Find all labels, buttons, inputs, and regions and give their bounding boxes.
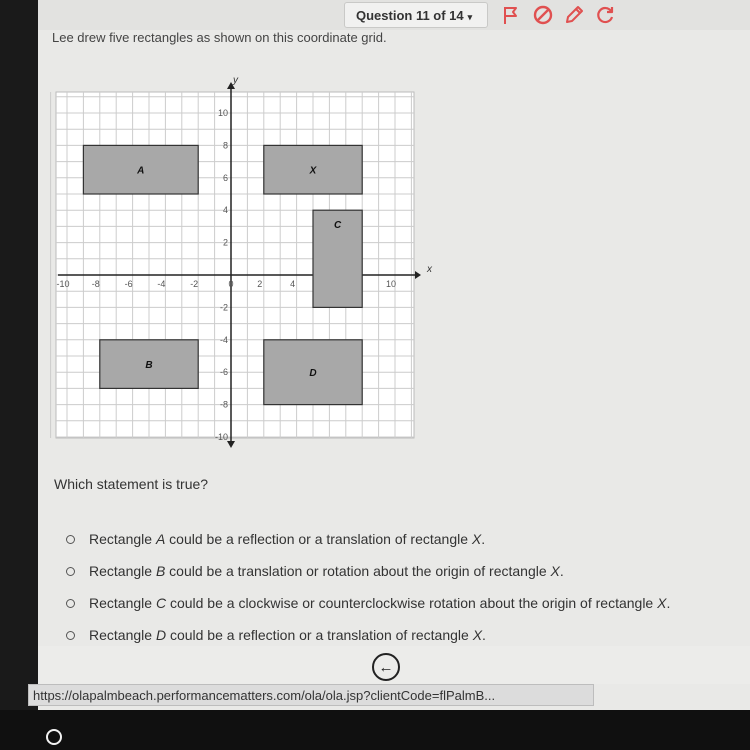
arrow-left-icon: ← xyxy=(378,658,394,676)
option-rectangle-letter: D xyxy=(155,627,167,643)
x-tick-label: -6 xyxy=(124,279,133,289)
x-tick-label: 10 xyxy=(385,279,397,289)
option-target-letter: X xyxy=(471,531,482,547)
x-tick-label: 0 xyxy=(228,279,234,289)
option-text: could be a reflection or a translation of rectangle xyxy=(165,531,472,547)
refresh-icon[interactable] xyxy=(594,4,616,26)
coordinate-grid xyxy=(40,70,440,450)
x-tick-label: -8 xyxy=(91,279,100,289)
option-text: Rectangle xyxy=(89,595,156,611)
y-tick-label: 8 xyxy=(222,140,228,151)
y-tick-label: 10 xyxy=(217,108,228,118)
y-tick-label: -8 xyxy=(219,399,228,410)
x-tick-label: 4 xyxy=(290,279,296,289)
option-text: could be a clockwise or counterclockwise rotation about the origin of rectangle xyxy=(166,595,658,611)
option-rectangle-letter: A xyxy=(155,531,166,547)
x-axis-label: x xyxy=(427,264,432,275)
x-tick-label: -4 xyxy=(157,279,166,289)
os-taskbar xyxy=(0,710,750,750)
y-tick-label: 6 xyxy=(222,172,228,183)
back-button[interactable] xyxy=(372,653,400,681)
option-text: . xyxy=(482,627,486,643)
option-target-letter: X xyxy=(657,595,667,611)
option-text: . xyxy=(559,563,564,579)
radio-button[interactable] xyxy=(66,631,75,640)
prompt-text: Lee drew five rectangles as shown on this coordinate grid. xyxy=(52,30,387,45)
start-circle-icon[interactable] xyxy=(46,729,62,745)
y-tick-label: 4 xyxy=(222,205,228,216)
answer-option[interactable] xyxy=(66,560,564,582)
question-text: Which statement is true? xyxy=(54,476,209,492)
option-text: Rectangle xyxy=(89,563,156,579)
rectangle-label: D xyxy=(309,368,317,380)
y-tick-label: -10 xyxy=(214,432,228,442)
radio-button[interactable] xyxy=(66,599,75,608)
y-axis-label: y xyxy=(233,75,238,86)
rectangle-label: B xyxy=(145,360,153,372)
flag-icon[interactable] xyxy=(500,4,522,26)
option-target-letter: X xyxy=(472,627,483,643)
y-tick-label: -4 xyxy=(219,334,228,345)
option-target-letter: X xyxy=(550,563,560,579)
option-text: . xyxy=(666,595,671,611)
question-selector[interactable] xyxy=(344,2,488,28)
rectangle-label: A xyxy=(137,165,145,177)
radio-button[interactable] xyxy=(66,535,75,544)
chevron-down-icon: ▾ xyxy=(467,12,473,22)
option-text: . xyxy=(481,531,486,547)
rectangle-label: X xyxy=(309,165,317,177)
answer-option[interactable] xyxy=(66,528,485,550)
option-text: Rectangle xyxy=(89,531,156,547)
pencil-icon[interactable] xyxy=(563,4,585,26)
x-tick-label: 2 xyxy=(257,279,263,289)
option-rectangle-letter: C xyxy=(155,595,167,611)
option-text: could be a translation or rotation about the origin of rectangle xyxy=(165,563,551,579)
x-tick-label: -2 xyxy=(190,279,199,289)
x-axis-arrow xyxy=(415,271,421,279)
y-tick-label: -2 xyxy=(219,302,228,313)
y-axis-arrow-down xyxy=(227,441,235,448)
answer-option[interactable] xyxy=(66,624,486,646)
option-text: could be a reflection or a translation of rectangle xyxy=(166,627,473,643)
x-tick-label: -10 xyxy=(56,279,70,289)
radio-button[interactable] xyxy=(66,567,75,576)
question-label: Question 11 of 14 xyxy=(356,8,464,23)
browser-status-url: https://olapalmbeach.performancematters.com/ola/ola.jsp?clientCode=flPalmB... xyxy=(28,684,594,706)
answer-option[interactable] xyxy=(66,592,670,614)
option-text: Rectangle xyxy=(89,627,156,643)
y-tick-label: -6 xyxy=(219,367,228,378)
rectangle-label: C xyxy=(333,220,342,232)
y-tick-label: 2 xyxy=(222,237,228,248)
eliminate-icon[interactable] xyxy=(532,4,554,26)
option-rectangle-letter: B xyxy=(155,563,166,579)
